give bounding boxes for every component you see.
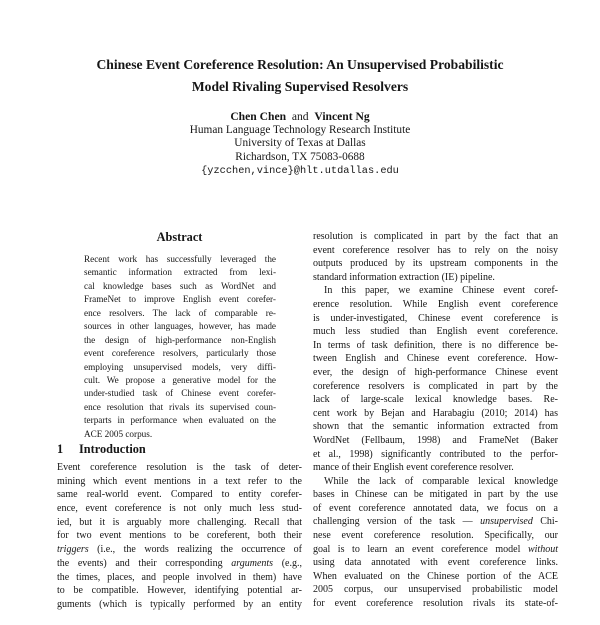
text-line: In this paper, we examine Chinese event coref- (324, 285, 558, 297)
text-line: ever, the design of high-performance Chinese event (313, 366, 558, 378)
text-line: under-studied task of Chinese event corefer- (84, 388, 276, 399)
text-line: 2005 corpus, our unsupervised probabilistic model (313, 584, 558, 596)
text-line: ence resolution that rivals its supervised coun- (84, 401, 276, 412)
text-line: In terms of task definition, there is no difference be- (313, 339, 558, 351)
text-line: nese event coreference resolution. Specifically, our (313, 530, 558, 542)
text-line: employing unsupervised models, very diffi- (84, 361, 276, 372)
text-line: the design of high-performance non-English (84, 334, 276, 345)
authors-line: Chen Chen and Vincent Ng (230, 110, 370, 123)
text-line: event coreference resolver has to rely on the noisy (313, 244, 558, 256)
text-line: cult. We propose a generative model for the (84, 374, 276, 385)
text-line: sources in other languages, however, has made (84, 321, 276, 332)
section-number: 1 (57, 442, 64, 456)
text-line: much less studied than English event coreference. (313, 326, 558, 338)
text-line: event coreference resolvers, particularly those (84, 348, 276, 359)
text-line: ence, event coreference is not only much less stud- (57, 503, 302, 515)
text-line: lack of large-scale lexical knowledge bases. Re- (313, 394, 558, 406)
text-line: Human Language Technology Research Institute (189, 123, 411, 136)
text-line: Event coreference resolution is the task of deter- (57, 462, 302, 473)
text-line: standard information extraction (IE) pipeline. (313, 271, 495, 283)
text-line: et al., 1998) significantly contributed to the perfor- (313, 448, 558, 460)
text-line: ACE 2005 corpus. (84, 428, 153, 439)
text-line: cal knowledge bases such as WordNet and (84, 280, 276, 291)
text-line: for two event mentions to be coreferent, both their (57, 530, 302, 542)
author-block (100, 110, 500, 178)
text-line: WordNet (Fellbaum, 1998) and FrameNet (Baker (313, 434, 558, 446)
text-line: Recent work has successfully leveraged the (84, 254, 276, 264)
text-line: of event coreference annotated data, we focus on a (313, 502, 558, 514)
paper-title (40, 54, 560, 98)
text-line: Model Rivaling Supervised Resolvers (191, 79, 409, 94)
text-line: FrameNet to improve English event corefer- (84, 294, 276, 305)
text-line: outputs produced by its upstream components in the (313, 258, 558, 270)
text-line: bases in Chinese can be mitigated in part by the use (313, 489, 558, 501)
text-line: challenging version of the task — unsupervised Chi- (313, 516, 559, 528)
text-line: goal is to learn an event coreference model without (313, 543, 558, 555)
text-line: Richardson, TX 75083-0688 (235, 150, 365, 163)
section-title: Introduction (79, 442, 146, 456)
introduction-body (57, 461, 302, 612)
text-line: for event coreference resolution rivals its state-of- (313, 598, 558, 610)
text-line: to be compatible. However, identifying potential ar- (57, 585, 302, 597)
text-line: University of Texas at Dallas (234, 137, 366, 149)
text-line: the events) and their corresponding arguments (e.g., (57, 557, 302, 569)
text-line: erence resolution. While English event coreference (313, 298, 558, 310)
text-line: tween English and Chinese event coreference. How- (313, 353, 558, 365)
text-line: triggers (i.e., the words realizing the occurrence of (57, 544, 302, 556)
abstract-heading: Abstract (156, 230, 203, 244)
email-address: {yzcchen,vince}@hlt.utdallas.edu (201, 165, 399, 177)
text-line: While the lack of comparable lexical knowledge (324, 475, 558, 487)
text-line: semantic information extracted from lexi- (84, 267, 276, 278)
text-line: ence resolvers. The lack of comparable re- (84, 307, 276, 318)
text-line: mance of their English event coreference resolver. (313, 462, 514, 474)
text-line: ied, but it is arguably more challenging. Recall that (57, 516, 302, 528)
text-line: mining which event mentions in a text refer to the (57, 475, 302, 487)
section-heading-introduction (57, 442, 302, 457)
text-line: coreference resolvers is complicated in part by the (313, 380, 558, 392)
text-line: guments (which is typically performed by an entity (57, 598, 302, 610)
affiliation-block (100, 124, 500, 165)
abstract-body (84, 253, 276, 441)
text-line: Chinese Event Coreference Resolution: An Unsupervised Probabilistic (96, 57, 504, 72)
text-line: same real-world event. Compared to entity corefer- (57, 489, 302, 501)
text-line: shown that the semantic information extracted from (313, 421, 558, 433)
right-column-body (313, 230, 558, 611)
text-line: is under-investigated, Chinese event coreference is (313, 312, 558, 324)
text-line: the times, places, and people involved in them) have (57, 571, 302, 583)
text-line: resolution is complicated in part by the fact that an (313, 231, 558, 242)
text-line: terparts in performance when evaluated on the (84, 415, 276, 426)
text-line: When evaluated on the Chinese portion of the ACE (313, 570, 558, 582)
text-line: using data annotated with event coreference links. (313, 557, 558, 569)
text-line: cent work by Bejan and Harabagiu (2010; 2014) has (313, 407, 558, 419)
